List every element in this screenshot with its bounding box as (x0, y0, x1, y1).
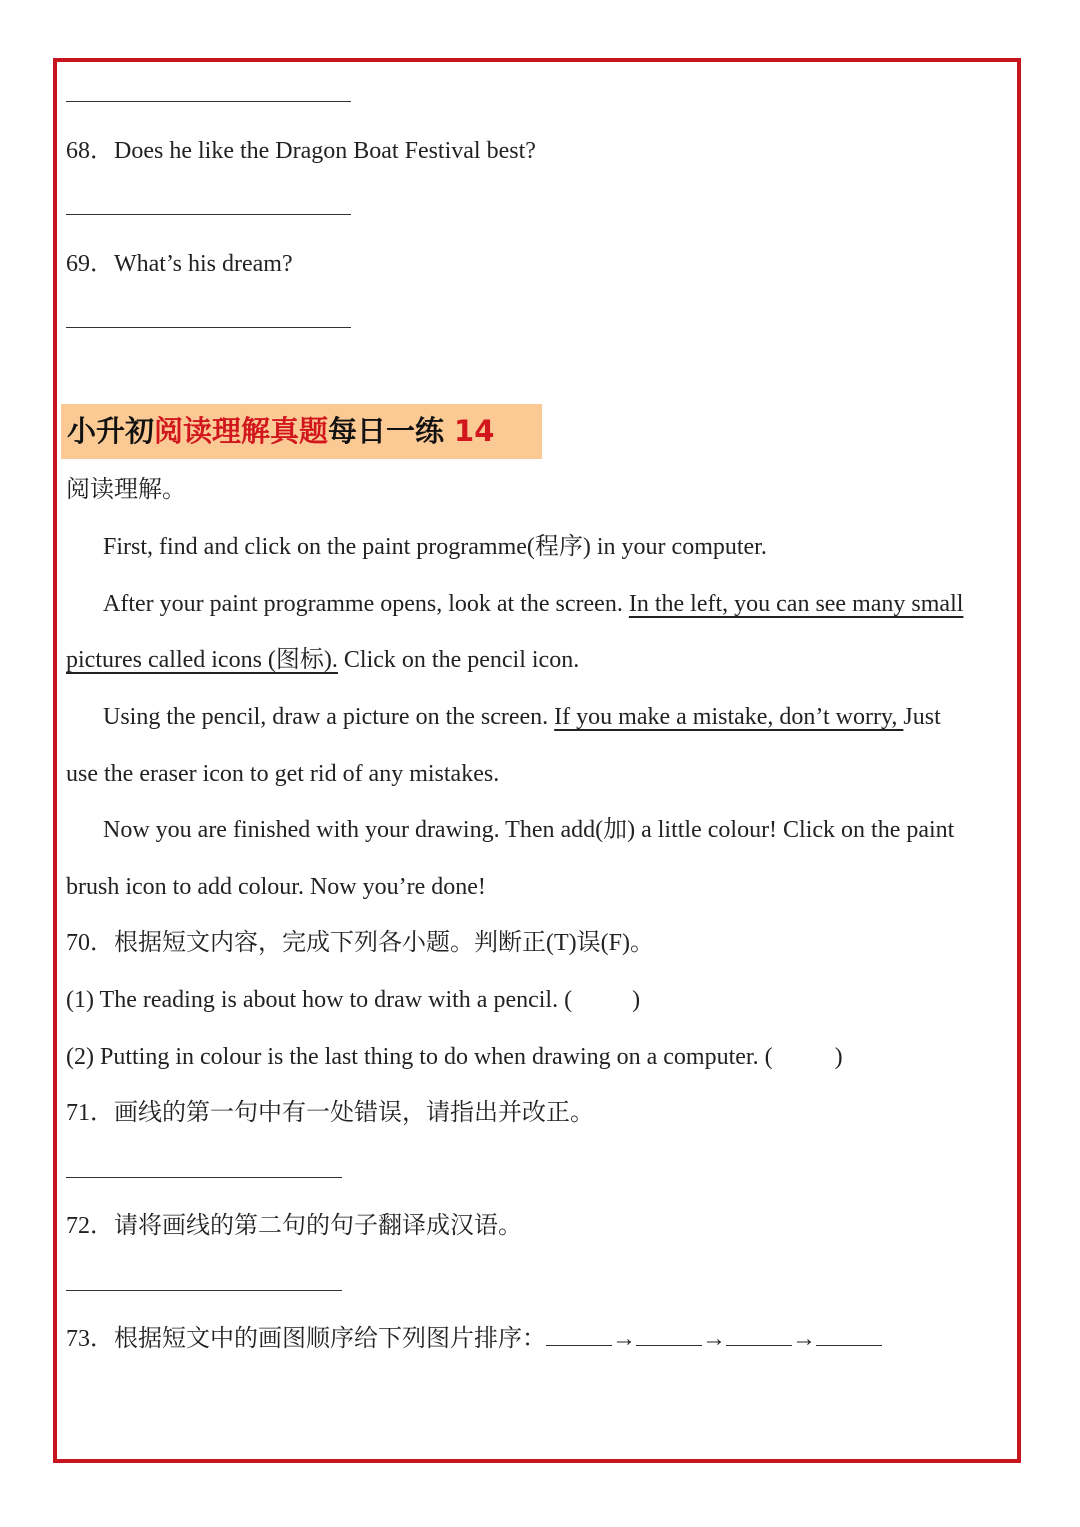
item-text: (1) The reading is about how to draw with a pencil. ( (66, 987, 573, 1013)
question-71 (66, 1098, 594, 1128)
question-70-item2 (66, 1042, 843, 1072)
question-text: 请将画线的第二句的句子翻译成汉语。 (114, 1213, 522, 1239)
arrow: → (612, 1326, 636, 1352)
underlined-sentence-1b: pictures called icons (图标). (66, 647, 338, 673)
question-text: 根据短文中的画图顺序给下列图片排序： (114, 1326, 546, 1352)
question-text: 画线的第一句中有一处错误，请指出并改正。 (114, 1100, 594, 1126)
item-text: (2) Putting in colour is the last thing to do when drawing on a computer. ( (66, 1044, 773, 1070)
question-number: 73． (66, 1326, 114, 1352)
answer-line-69[interactable] (66, 327, 351, 328)
answer-line-68[interactable] (66, 214, 351, 215)
question-70-item1 (66, 985, 640, 1015)
passage-p4-line1: Now you are finished with your drawing. Then add(加) a little colour! Click on the paint (103, 817, 955, 843)
order-blank-2[interactable] (636, 1325, 702, 1346)
order-blank-4[interactable] (816, 1325, 882, 1346)
p3-rest-a: Just (903, 704, 941, 730)
section-label: 阅读理解。 (66, 477, 186, 503)
answer-line-72[interactable] (66, 1290, 342, 1291)
arrow: → (792, 1326, 816, 1352)
question-73 (66, 1324, 882, 1354)
banner-part1: 小升初 (67, 414, 155, 448)
question-number: 69． (66, 251, 114, 277)
close-paren: ) (632, 987, 641, 1013)
order-blank-1[interactable] (546, 1325, 612, 1346)
p2-rest: Click on the pencil icon. (337, 647, 580, 673)
question-number: 71． (66, 1100, 114, 1126)
banner-title (67, 413, 494, 449)
passage-p3-line2: use the eraser icon to get rid of any mistakes. (66, 761, 500, 787)
question-70 (66, 928, 654, 958)
question-72 (66, 1211, 522, 1241)
order-blank-3[interactable] (726, 1325, 792, 1346)
question-number: 72． (66, 1213, 114, 1239)
question-69 (66, 249, 293, 279)
p3-plain: Using the pencil, draw a picture on the screen. (103, 704, 555, 730)
passage-p4-line2: brush icon to add colour. Now you’re done! (66, 874, 486, 900)
passage-p3-line1 (103, 702, 941, 732)
section-banner (61, 404, 542, 459)
question-text: What’s his dream? (114, 251, 293, 277)
close-paren: ) (834, 1044, 843, 1070)
question-68 (66, 136, 536, 166)
passage-p2-line1 (103, 589, 963, 619)
answer-line-71[interactable] (66, 1177, 342, 1178)
arrow: → (702, 1326, 726, 1352)
banner-part4: 14 (454, 414, 495, 448)
answer-line-67[interactable] (66, 101, 351, 102)
question-number: 68． (66, 138, 114, 164)
banner-part3: 每日一练 (328, 414, 445, 448)
passage-p2-line2 (66, 645, 579, 675)
question-text: 根据短文内容，完成下列各小题。判断正(T)误(F)。 (114, 930, 654, 956)
underlined-sentence-2: If you make a mistake, don’t worry, (554, 704, 904, 730)
p2-plain: After your paint programme opens, look at the screen. (103, 591, 629, 617)
underlined-sentence-1a: In the left, you can see many small (628, 591, 964, 617)
banner-part2: 阅读理解真题 (154, 414, 329, 448)
question-number: 70． (66, 930, 114, 956)
question-text: Does he like the Dragon Boat Festival best? (114, 138, 536, 164)
passage-p1: First, find and click on the paint programme(程序) in your computer. (103, 534, 767, 560)
